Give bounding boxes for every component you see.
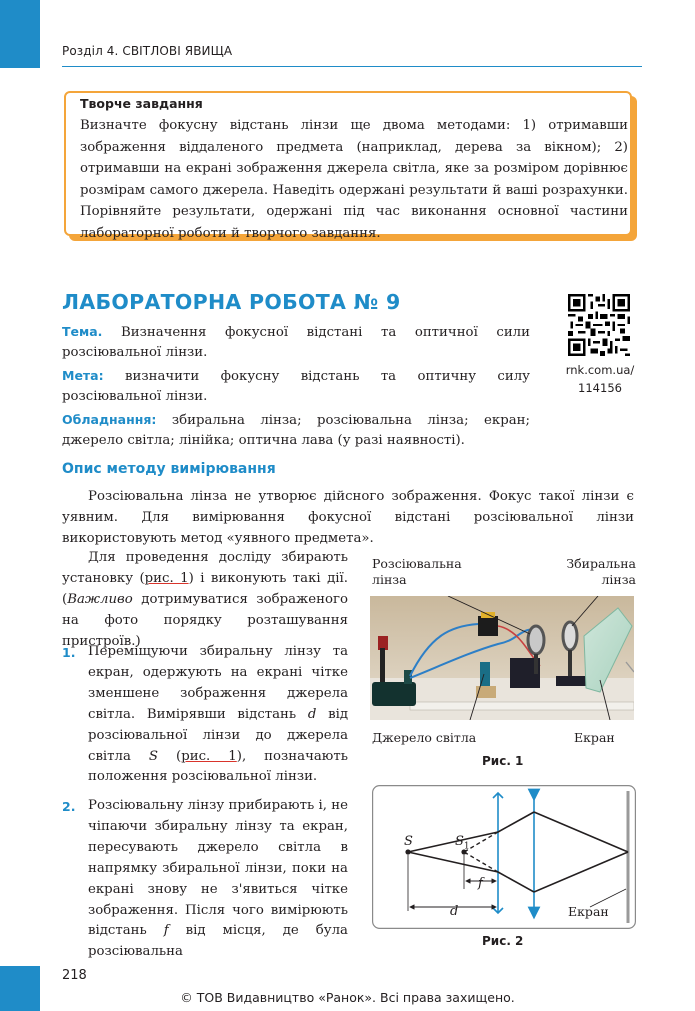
page-number: 218: [62, 968, 87, 983]
equipment-text: збиральна лінза; розсіювальна лінза; екран; джерело світла; лінійка; оптична лава (у разі наявності).: [62, 413, 530, 448]
p1-text-a: Для проведення досліду збирають установку (: [62, 550, 348, 586]
qr-link-line-1: rnk.com.ua/: [565, 363, 635, 377]
creative-task-title: Творче завдання: [80, 96, 203, 111]
fig2-label-s1: [455, 834, 470, 852]
fig1-converging-line-1: Збиральна: [566, 556, 636, 571]
fig1-label-screen: Екран: [574, 730, 615, 745]
method-paragraph-1: [62, 548, 348, 653]
goal-label: Мета:: [62, 368, 104, 383]
fig1-diverging-line-1: Розсіювальна: [372, 556, 462, 571]
equipment-label: Обладнання:: [62, 412, 157, 427]
fig2-label-f: f: [478, 876, 483, 891]
fig2-s1-subscript: 1: [463, 841, 470, 852]
method-title: Опис методу вимірювання: [62, 461, 276, 477]
fig2-label-s: S: [404, 834, 413, 849]
fig2-s1-letter: S: [455, 834, 464, 849]
section-header: Розділ 4. СВІТЛОВІ ЯВИЩА: [62, 44, 233, 58]
step-2-text: [88, 796, 348, 963]
goal-text: визначити фокусну відстань та оптичну силу розсіювальної лінзи.: [62, 369, 531, 404]
fig1-diverging-line-2: лінза: [372, 572, 407, 587]
qr-link-line-2: 114156: [578, 381, 622, 395]
fig2-label-d: d: [450, 904, 459, 919]
fig1-label-source: Джерело світла: [372, 730, 477, 745]
step-1-number: 1.: [62, 645, 76, 660]
figure-2-caption: Рис. 2: [482, 934, 524, 948]
fig1-label-converging: [552, 556, 636, 588]
lab-equipment: [62, 410, 530, 451]
fig2-label-screen: Екран: [568, 904, 609, 919]
qr-link[interactable]: [558, 361, 642, 397]
method-intro: Розсіювальна лінза не утворює дійсного зображення. Фокус такої лінзи є уявним. Для вимірювання фокусної відстані розсіювальної лінзи використовують метод «уявного предмета».: [62, 489, 634, 546]
step-2-number: 2.: [62, 799, 76, 814]
step-1-text: [88, 642, 348, 788]
lab-theme: [62, 322, 530, 363]
step1-text-b: від розсіювальної лінзи до джерела світла: [88, 706, 349, 764]
page-edge-tab: [0, 0, 40, 68]
figure-1-link-2[interactable]: рис. 1: [181, 748, 237, 764]
fig1-label-diverging: [372, 556, 462, 588]
lab-title: ЛАБОРАТОРНА РОБОТА № 9: [62, 290, 401, 314]
step1-var-d: d: [307, 706, 317, 722]
step1-text-a: Переміщуючи збиральну лінзу та екран, одержують на екрані чітке зменшене зображення джерела світла. Вимірявши відстань: [88, 644, 348, 722]
step2-var-f: f: [163, 923, 169, 939]
header-divider: [62, 66, 642, 67]
figure-1-caption: Рис. 1: [482, 754, 524, 768]
figure-1-link[interactable]: рис. 1: [144, 570, 189, 586]
creative-task-text: Визначте фокусну відстань лінзи ще двома методами: 1) отримавши зображення віддаленого предмета (наприклад, дерева за вікном); 2) отримавши на екрані зображення джерела світла, яке за розміром дорівнює розмірам самого джерела. Наведіть одержані результати й ваші розрахунки. Порівняйте результати, одержані під час виконання основної частини лабораторної роботи й творчого завдання.: [80, 118, 628, 241]
step1-text-e: ), позначають положення розсіювальної лінзи.: [88, 748, 348, 785]
lab-goal: [62, 366, 530, 407]
fig1-converging-line-2: лінза: [601, 572, 636, 587]
p1-important: Важливо: [67, 591, 133, 607]
theme-label: Тема.: [62, 324, 103, 339]
figure-1-photo: [370, 596, 634, 720]
theme-text: Визначення фокусної відстані та оптичної сили розсіювальної лінзи.: [62, 325, 530, 360]
step2-text-a: Розсіювальну лінзу прибирають і, не чіпаючи збиральну лінзу та екран, пересувають джерело світла в напрямку збиральної лінзи, поки на екрані знову не з'явиться чітке зображення. Після чого вимірюють відстань: [88, 798, 348, 939]
qr-code[interactable]: [568, 294, 630, 356]
step2-text-b: від місця, де була розсіювальна: [88, 923, 348, 960]
step1-text-c: (: [158, 748, 182, 764]
p1-text-c: дотримуватися зображеного на фото порядку розташування пристроїв.): [62, 591, 348, 649]
p1-text-b: ) і виконують такі дії. (: [62, 570, 348, 607]
copyright-notice: © ТОВ Видавництво «Ранок». Всі права захищено.: [180, 990, 515, 1005]
step1-var-s: S: [148, 748, 159, 764]
